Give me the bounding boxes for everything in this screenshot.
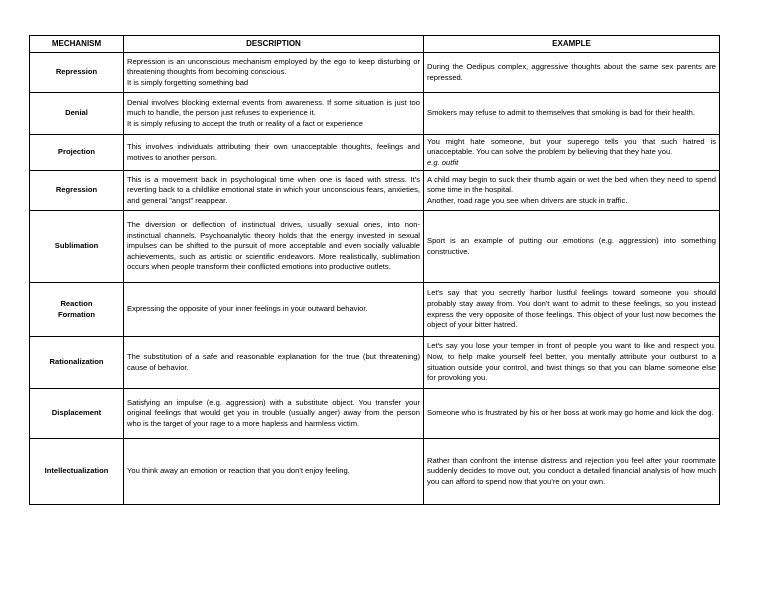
description-cell [124,389,424,439]
description-line: Denial involves blocking external events from awareness. If some situation is just too much to handle, the person just refuses to experience it. [127,97,420,118]
example-line: Let's say that you secretly harbor lustful feelings toward someone you should probably stay away from. You don't want to admit to these feelings, so you instead express the very opposite of those feelings. This object of your lust now becomes the object of your bitter hatred. [427,288,716,330]
mechanism-line: Reaction [60,298,93,308]
mechanism-line: Formation [57,309,96,319]
mechanism-cell [30,135,124,171]
description-cell [124,93,424,135]
header-mechanism: MECHANISM [30,36,124,53]
example-line: Let's say you lose your temper in front of people you want to like and respect you. Now, to help make yourself feel better, you mentally attribute your outburst to a situation outside your control, and twist things so that you can blame someone else for provoking you. [427,341,716,383]
example-cell [424,337,720,389]
example-line: Another, road rage you see when drivers are stuck in traffic. [427,195,628,205]
example-cell [424,439,720,505]
example-cell [424,389,720,439]
example-line: Someone who is frustrated by his or her boss at work may go home and kick the dog. [427,408,714,418]
mechanism-cell [30,389,124,439]
example-line: e.g. outfit [427,157,459,167]
table-row [30,211,720,283]
description-cell [124,135,424,171]
mechanism-line: Projection [57,147,96,157]
description-line: This involves individuals attributing their own unacceptable thoughts, feelings and motives to another person. [127,141,420,162]
mechanism-line: Displacement [51,408,102,418]
description-cell [124,171,424,211]
example-line: You might hate someone, but your superego tells you that such hatred is unacceptable. You can solve the problem by believing that they hate you. [427,136,716,157]
mechanism-cell [30,337,124,389]
description-line: It is simply refusing to accept the truth or reality of a fact or experience [127,118,363,128]
example-line: Smokers may refuse to admit to themselves that smoking is bad for their health. [427,108,696,118]
example-cell [424,93,720,135]
description-line: The diversion or deflection of instinctual drives, usually sexual ones, into non-instinctual channels. Psychoanalytic theory holds that the energy invested in sexual impulses can be shifted to the pursuit of more acceptable and even socially valuable achievements, such as artistic or scientific endeavors. More realistically, sublimation occurs when people transform their conflicted emotions into productive outlets. [127,220,420,272]
example-line: A child may begin to suck their thumb again or wet the bed when they need to spend some time in the hospital. [427,174,716,195]
mechanism-cell [30,439,124,505]
description-cell [124,283,424,337]
mechanism-cell [30,211,124,283]
table-row [30,337,720,389]
mechanism-line: Sublimation [54,241,99,251]
example-line: Sport is an example of putting our emotions (e.g. aggression) into something constructive. [427,235,716,256]
table-row [30,53,720,93]
table-row [30,389,720,439]
description-line: Repression is an unconscious mechanism employed by the ego to keep disturbing or threatening thoughts from becoming conscious. [127,56,420,77]
example-line: Rather than confront the intense distress and rejection you feel after your roommate suddenly decides to move out, you conduct a detailed financial analysis of how much you can afford to spend now that you're on your own. [427,455,716,486]
header-example: EXAMPLE [424,36,720,53]
example-cell [424,211,720,283]
table-row [30,439,720,505]
description-cell [124,211,424,283]
description-line: Expressing the opposite of your inner feelings in your outward behavior. [127,304,368,314]
mechanism-line: Intellectualization [44,466,109,476]
example-cell [424,171,720,211]
description-line: The substitution of a safe and reasonable explanation for the true (but threatening) cause of behavior. [127,351,420,372]
mechanism-line: Regression [55,185,98,195]
example-cell [424,283,720,337]
table-row [30,135,720,171]
example-line: During the Oedipus complex, aggressive thoughts about the same sex parents are repressed. [427,61,716,82]
example-cell [424,53,720,93]
description-line: It is simply forgetting something bad [127,77,249,87]
description-line: This is a movement back in psychological time when one is faced with stress. It's reverting back to a childlike emotional state in which your unconscious fears, anxieties, and general "angst" reappear. [127,174,420,205]
defense-mechanisms-table [29,35,720,505]
mechanism-line: Rationalization [49,357,104,367]
mechanism-cell [30,283,124,337]
example-cell [424,135,720,171]
table-row [30,283,720,337]
table-row [30,171,720,211]
description-cell [124,337,424,389]
mechanism-line: Repression [55,67,98,77]
header-description: DESCRIPTION [124,36,424,53]
description-cell [124,439,424,505]
description-line: You think away an emotion or reaction that you don't enjoy feeling. [127,466,350,476]
description-cell [124,53,424,93]
mechanism-cell [30,53,124,93]
description-line: Satisfying an impulse (e.g. aggression) with a substitute object. You transfer your original feelings that would get you in trouble (usually anger) away from the person who is the target of your rage to a more hapless and harmless victim. [127,397,420,428]
header-row [30,36,720,53]
mechanism-cell [30,171,124,211]
table-row [30,93,720,135]
mechanism-line: Denial [65,108,88,118]
mechanism-cell [30,93,124,135]
